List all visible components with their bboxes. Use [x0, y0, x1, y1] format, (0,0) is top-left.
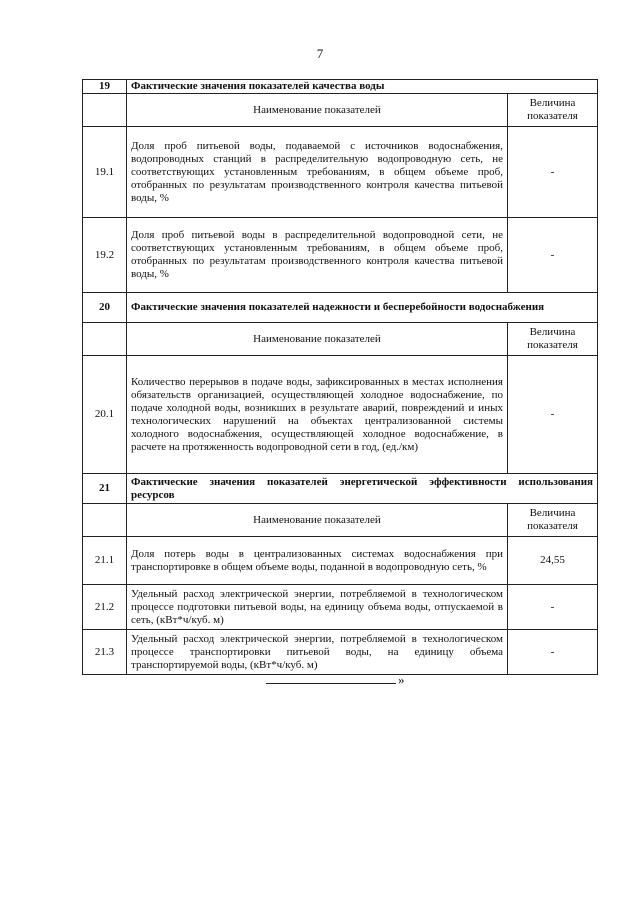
section-number: 19 [83, 80, 127, 94]
empty-cell [83, 94, 127, 127]
section-number: 20 [83, 293, 127, 323]
row-value: - [507, 356, 597, 474]
row-number: 19.2 [83, 218, 127, 293]
row-value: - [507, 127, 597, 218]
row-description: Удельный расход электрической энергии, потребляемой в технологическом процессе транспортировки питьевой воды, на единицу объема транспортируемой воды, (кВт*ч/куб. м) [127, 630, 508, 675]
page-number: 7 [316, 46, 324, 61]
column-header-value: Величина показателя [507, 504, 597, 537]
row-number: 19.1 [83, 127, 127, 218]
section-number: 21 [83, 474, 127, 504]
column-header-name: Наименование показателей [127, 94, 508, 127]
row-number: 21.2 [83, 585, 127, 630]
row-value: - [507, 630, 597, 675]
table-row [83, 127, 598, 218]
row-description: Количество перерывов в подаче воды, зафиксированных в местах исполнения обязательств организацией, осуществляющей холодное водоснабжение, по подаче холодной воды, возникших в результате аварий, повреждений и иных технологических нарушений на объектах централизованной системы холодного водоснабжения, осуществляющей холодное водоснабжение, в расчете на протяженность водопроводной сети в год, (ед./км) [127, 356, 508, 474]
row-number: 20.1 [83, 356, 127, 474]
section-20-header-row [83, 293, 598, 323]
row-value: - [507, 218, 597, 293]
table-row [83, 585, 598, 630]
column-header-value: Величина показателя [507, 323, 597, 356]
row-value: 24,55 [507, 537, 597, 585]
table-row [83, 218, 598, 293]
column-header-row [83, 323, 598, 356]
empty-cell [83, 323, 127, 356]
column-header-row [83, 504, 598, 537]
indicators-table [82, 79, 598, 675]
row-description: Удельный расход электрической энергии, потребляемой в технологическом процессе подготовки питьевой воды, на единицу объема воды, отпускаемой в сеть, (кВт*ч/куб. м) [127, 585, 508, 630]
closing-quote: » [398, 672, 405, 687]
section-title: Фактические значения показателей качества воды [127, 80, 598, 94]
row-description: Доля проб питьевой воды в распределительной водопроводной сети, не соответствующих установленным требованиям, в общем объеме проб, отобранных по результатам производственного контроля качества питьевой воды, % [127, 218, 508, 293]
table-row [83, 356, 598, 474]
empty-cell [83, 504, 127, 537]
row-value: - [507, 585, 597, 630]
row-description: Доля проб питьевой воды, подаваемой с источников водоснабжения, водопроводных станций в распределительную водопроводную сеть, не соответствующих установленным требованиям, в общем объеме проб, отобранных по результатам производственного контроля качества питьевой воды, % [127, 127, 508, 218]
section-title: Фактические значения показателей надежности и бесперебойности водоснабжения [127, 293, 598, 323]
column-header-value: Величина показателя [507, 94, 597, 127]
table-row [83, 630, 598, 675]
section-title: Фактические значения показателей энергетической эффективности использования ресурсов [127, 474, 598, 504]
column-header-row [83, 94, 598, 127]
table-row [83, 537, 598, 585]
section-21-header-row [83, 474, 598, 504]
footer-divider [266, 683, 396, 684]
column-header-name: Наименование показателей [127, 323, 508, 356]
section-19-header-row [83, 80, 598, 94]
row-description: Доля потерь воды в централизованных системах водоснабжения при транспортировке в общем объеме воды, поданной в водопроводную сеть, % [127, 537, 508, 585]
row-number: 21.3 [83, 630, 127, 675]
column-header-name: Наименование показателей [127, 504, 508, 537]
row-number: 21.1 [83, 537, 127, 585]
